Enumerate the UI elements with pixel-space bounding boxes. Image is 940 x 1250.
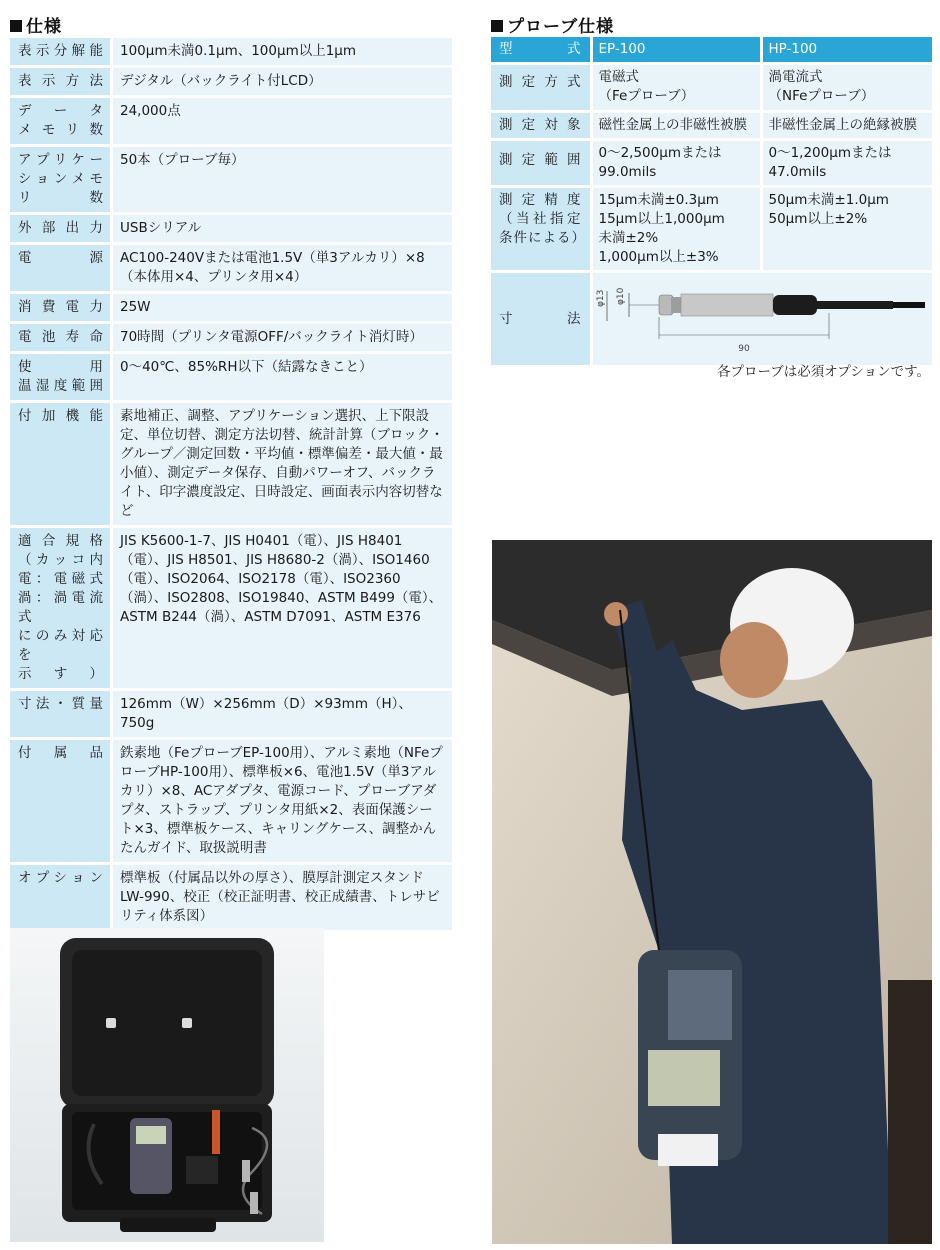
probe-header-row xyxy=(491,37,932,64)
spec-row-value: USBシリアル xyxy=(120,220,202,236)
spec-row-value: 25W xyxy=(120,299,151,315)
probe-row-ep100: 0〜2,500μmまたは 99.0mils xyxy=(591,140,761,187)
accessory-block xyxy=(186,1156,218,1184)
spec-row-label: 外部出力 xyxy=(10,215,110,242)
probe-loose xyxy=(242,1160,250,1182)
gauge-keypad xyxy=(668,970,732,1040)
spec-row xyxy=(10,245,452,291)
spec-row-value: JIS K5600-1-7、JIS H0401（電）、JIS H8401（電）、JIS H8501、JIS H8680-2（渦）、ISO1460（電）、ISO2064、ISO2178（電）、ISO2360（渦）、ISO2808、ISO19840、ASTM B499（電）、ASTM B244（渦）、ASTM D7091、ASTM E376 xyxy=(120,533,443,625)
probe-header-hp100: HP-100 xyxy=(761,37,932,64)
standard-plates xyxy=(212,1110,220,1154)
gauge-printer-paper xyxy=(658,1134,718,1166)
probe-row-label: 測定対象 xyxy=(491,112,591,140)
spec-row-label: 付加機能 xyxy=(10,403,110,525)
carrying-case-illustration xyxy=(10,928,324,1242)
probe-row-label: 測定範囲 xyxy=(491,140,591,187)
probe-row-ep100: 磁性金属上の非磁性被膜 xyxy=(591,112,761,140)
spec-table xyxy=(10,38,452,933)
spec-row-label: データ メモリ数 xyxy=(10,98,110,144)
spec-row-label: 寸法・質量 xyxy=(10,691,110,737)
spec-row-value: 100μm未満0.1μm、100μm以上1μm xyxy=(120,43,357,59)
probe-loose xyxy=(250,1192,258,1214)
gauge-screen xyxy=(136,1126,166,1144)
spec-row-label: 表示方法 xyxy=(10,68,110,95)
probe-dimension-label: 寸法 xyxy=(491,272,591,367)
spec-row-label: アプリケー ションメモリ数 xyxy=(10,147,110,212)
probe-cable-taper xyxy=(817,301,893,309)
spec-row xyxy=(10,865,452,930)
probe-grip xyxy=(773,295,817,315)
probe-row-label: 測定精度 （当社指定 条件による） xyxy=(491,187,591,272)
probe-barrel xyxy=(681,294,773,316)
probe-row xyxy=(491,187,932,272)
carrying-case-photo xyxy=(10,928,324,1242)
dim-d10-label: φ10 xyxy=(615,287,626,305)
window-grille xyxy=(888,980,932,1244)
probe-tip xyxy=(659,295,673,315)
probe-header-label: 型式 xyxy=(491,37,591,64)
probe-row xyxy=(491,140,932,187)
probe-heading xyxy=(491,12,614,37)
gauge-display xyxy=(648,1050,720,1106)
spec-heading xyxy=(10,12,62,37)
spec-row-label: 適合規格 （カッコ内 電：電磁式 渦：渦電流式 にのみ対応を 示す） xyxy=(10,528,110,688)
probe-row-ep100: 電磁式 （Feプローブ） xyxy=(591,64,761,112)
probe-row-hp100: 50μm未満±1.0μm 50μm以上±2% xyxy=(761,187,932,272)
spec-row xyxy=(10,215,452,242)
heading-square-icon xyxy=(10,20,22,32)
face xyxy=(720,622,788,698)
spec-row-label: 付属品 xyxy=(10,740,110,862)
spec-row-label: 消費電力 xyxy=(10,294,110,321)
probe-row-hp100: 渦電流式 （NFeプローブ） xyxy=(761,64,932,112)
probe-dimension-row xyxy=(491,272,932,367)
hand xyxy=(604,602,628,626)
worker-illustration xyxy=(492,540,932,1244)
probe-row-hp100: 0〜1,200μmまたは 47.0mils xyxy=(761,140,932,187)
case-lid-foam xyxy=(72,950,262,1096)
spec-row-value: 24,000点 xyxy=(120,103,181,119)
spec-row-label: 電源 xyxy=(10,245,110,291)
spec-heading-text: 仕様 xyxy=(26,17,62,37)
spec-row-value: デジタル（バックライト付LCD） xyxy=(120,73,322,89)
dim-len-label: 90 xyxy=(737,344,750,354)
case-handle xyxy=(120,1218,216,1232)
spec-row xyxy=(10,403,452,525)
spec-row xyxy=(10,98,452,144)
heading-square-icon xyxy=(491,20,503,32)
spec-row-label: 使用 温湿度範囲 xyxy=(10,354,110,400)
spec-row-value: 素地補正、調整、アプリケーション選択、上下限設定、単位切替、測定方法切替、統計計算（ブロック・グループ／測定回数・平均値・標準偏差・最大値・最小値）、測定データ保存、自動パワーオフ、バックライト、印字濃度設定、日時設定、画面表示内容切替など xyxy=(120,408,444,519)
spec-row xyxy=(10,354,452,400)
spec-row-value: 50本（プローブ毎） xyxy=(120,152,245,168)
spec-row-label: 表示分解能 xyxy=(10,38,110,65)
spec-row xyxy=(10,324,452,351)
spec-row-value: AC100-240Vまたは電池1.5V（単3アルカリ）×8 （本体用×4、プリンタ用×4） xyxy=(120,250,425,285)
spec-row xyxy=(10,68,452,95)
spec-row-value: 鉄素地（FeプローブEP-100用）、アルミ素地（NFeプローブHP-100用）、標準板×6、電池1.5V（単3アルカリ）×8、ACアダプタ、電源コード、プローブアダプタ、ストラップ、プリンタ用紙×2、表面保護シート×3、標準板ケース、キャリングケース、調整かんたんガイド、取扱説明書 xyxy=(120,745,443,856)
spec-row xyxy=(10,294,452,321)
probe-table xyxy=(491,37,932,368)
spec-row xyxy=(10,740,452,862)
probe-ring xyxy=(671,297,681,313)
worker-measurement-photo xyxy=(492,540,932,1244)
spec-row-value: 126mm（W）×256mm（D）×93mm（H）、750g xyxy=(120,696,412,731)
spec-row xyxy=(10,691,452,737)
spec-row-value: 標準板（付属品以外の厚さ）、膜厚計測定スタンドLW-990、校正（校正証明書、校正成績書、トレサビリティ体系図） xyxy=(120,870,440,924)
probe-note: 各プローブは必須オプションです。 xyxy=(716,364,930,380)
spec-row-label: 電池寿命 xyxy=(10,324,110,351)
lid-pin xyxy=(106,1018,116,1028)
spec-row-value: 70時間（プリンタ電源OFF/バックライト消灯時） xyxy=(120,329,423,345)
probe-row-ep100: 15μm未満±0.3μm 15μm以上1,000μm 未満±2% 1,000μm以上±3% xyxy=(591,187,761,272)
spec-row xyxy=(10,38,452,65)
spec-row xyxy=(10,528,452,688)
probe-dimension-drawing-cell xyxy=(591,272,932,367)
spec-row xyxy=(10,147,452,212)
probe-dimension-drawing xyxy=(593,273,927,359)
dim-d13-label: φ13 xyxy=(595,289,606,307)
lid-pin xyxy=(182,1018,192,1028)
spec-row-label: オプション xyxy=(10,865,110,930)
probe-row xyxy=(491,64,932,112)
probe-row xyxy=(491,112,932,140)
spec-row-value: 0〜40℃、85%RH以下（結露なきこと） xyxy=(120,359,373,375)
probe-heading-text: プローブ仕様 xyxy=(507,17,615,37)
probe-row-label: 測定方式 xyxy=(491,64,591,112)
probe-row-hp100: 非磁性金属上の絶縁被膜 xyxy=(761,112,932,140)
probe-header-ep100: EP-100 xyxy=(591,37,761,64)
